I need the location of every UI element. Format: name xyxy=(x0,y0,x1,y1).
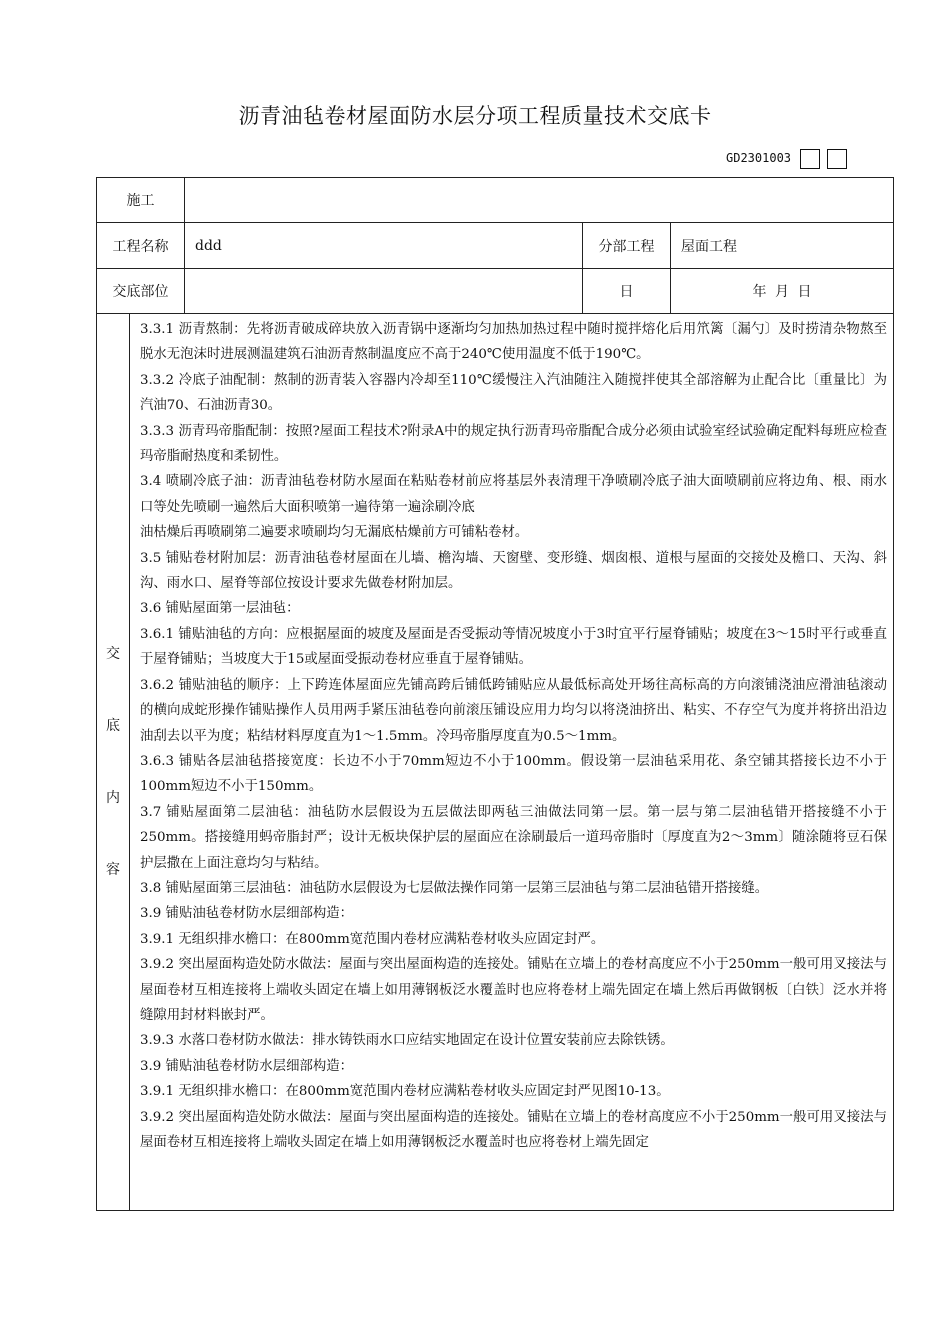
location-row xyxy=(97,269,894,314)
content-paragraph: 3.9.2 突出屋面构造处防水做法：屋面与突出屋面构造的连接处。铺贴在立墙上的卷材高度应不小于250mm一般可用叉接法与屋面卷材互相连接将上端收头固定在墙上如用薄钢板泛水覆盖时也应将卷材上端先固定在墙上然后再做钢板〔白铁〕泛水并将缝隙用封材料嵌封严。 xyxy=(140,957,887,1023)
content-paragraph: 3.9.1 无组织排水檐口：在800mm宽范围内卷材应满粘卷材收头应固定封严。 xyxy=(140,931,605,947)
side-char: 交 xyxy=(106,646,120,662)
code-checkbox-1[interactable] xyxy=(800,149,820,169)
disclosure-content xyxy=(130,314,894,1211)
date-value[interactable]: 年 月 日 xyxy=(671,269,894,314)
content-paragraph: 3.6.2 铺贴油毡的顺序：上下跨连体屋面应先铺高跨后铺低跨铺贴应从最低标高处开场往高标高的方向滚铺浇油应滑油毡滚动的横向成蛇形操作铺贴操作人员用两手紧压油毡卷向前滚压铺设应用力均匀以将浇油挤出、粘实、不存空气为度并将挤出沿边油刮去以平为度；粘结材料厚度直为1～1.5mm。冷玛帝脂厚度直为0.5～1mm。 xyxy=(140,677,887,744)
content-paragraph: 3.9.3 水落口卷材防水做法：排水铸铁雨水口应结实地固定在设计位置安装前应去除铁锈。 xyxy=(140,1033,674,1049)
content-paragraph: 3.9.1 无组织排水檐口：在800mm宽范围内卷材应满粘卷材收头应固定封严见图10-13。 xyxy=(140,1084,670,1100)
project-row xyxy=(97,223,894,269)
content-paragraph: 3.3.2 冷底子油配制：熬制的沥青装入容器内冷却至110℃缓慢注入汽油随注入随搅拌使其全部溶解为止配合比〔重量比〕为汽油70、石油沥青30。 xyxy=(140,372,887,414)
content-paragraph: 3.9.2 突出屋面构造处防水做法：屋面与突出屋面构造的连接处。铺贴在立墙上的卷材高度应不小于250mm一般可用叉接法与屋面卷材互相连接将上端收头固定在墙上如用薄钢板泛水覆盖时也应将卷材上端先固定 xyxy=(140,1109,887,1150)
content-paragraph: 3.5 铺贴卷材附加层：沥青油毡卷材屋面在儿墙、檐沟墙、天窗壁、变形缝、烟囱根、道根与屋面的交接处及檐口、天沟、斜沟、雨水口、屋脊等部位按设计要求先做卷材附加层。 xyxy=(140,550,887,592)
content-paragraph: 3.9 铺贴油毡卷材防水层细部构造： xyxy=(140,906,354,922)
disclosure-table xyxy=(96,177,894,314)
content-paragraph: 3.9 铺贴油毡卷材防水层细部构造： xyxy=(140,1058,354,1074)
content-paragraph: 3.3.3 沥青玛帝脂配制：按照?屋面工程技术?附录A中的规定执行沥青玛帝脂配合成分必须由试验室经试验确定配料每班应检查玛帝脂耐热度和柔韧性。 xyxy=(140,423,887,465)
construction-label: 施工 xyxy=(97,178,185,223)
project-name-value[interactable]: ddd xyxy=(185,223,583,269)
construction-value[interactable] xyxy=(185,178,894,223)
side-char: 内 xyxy=(106,790,120,806)
content-paragraph: 3.6.3 铺贴各层油毡搭接宽度：长边不小于70mm短边不小于100mm。假设第一层油毡采用花、条空铺其搭接长边不小于100mm短边不小于150mm。 xyxy=(140,753,887,795)
construction-row xyxy=(97,178,894,223)
content-paragraph: 3.6.1 铺贴油毡的方向：应根据屋面的坡度及屋面是否受振动等情况坡度小于3时宜平行屋脊铺贴；坡度在3～15时平行或垂直于屋脊铺贴；当坡度大于15或屋面受振动卷材应垂直于屋脊铺贴。 xyxy=(140,626,887,668)
location-label: 交底部位 xyxy=(97,269,185,314)
content-paragraph: 3.4 喷刷冷底子油：沥青油毡卷材防水屋面在粘贴卷材前应将基层外表清理干净喷刷冷底子油大面喷刷前应将边角、根、雨水口等处先喷刷一遍然后大面积喷第一遍待第一遍涂刷冷底 xyxy=(140,474,887,515)
side-char: 容 xyxy=(106,862,120,878)
side-label xyxy=(97,314,130,1211)
content-paragraph: 3.6 铺贴屋面第一层油毡： xyxy=(140,601,300,617)
content-paragraph: 3.8 铺贴屋面第三层油毡：油毡防水层假设为七层做法操作同第一层第三层油毡与第二层油毡错开搭接缝。 xyxy=(140,880,769,896)
content-paragraph: 3.7 铺贴屋面第二层油毡：油毡防水层假设为五层做法即两毡三油做法同第一层。第一层与第二层油毡错开搭接缝不小于250mm。搭接缝用蚂帝脂封严；设计无板块保护层的屋面应在涂刷最后一道玛帝脂时〔厚度直为2～3mm〕随涂随将豆石保护层撒在上面注意均匀与粘结。 xyxy=(140,804,887,871)
code-checkbox-2[interactable] xyxy=(827,149,847,169)
side-char: 底 xyxy=(106,718,120,734)
content-paragraph: 3.3.1 沥青熬制：先将沥青破成碎块放入沥青锅中逐渐均匀加热加热过程中随时搅拌熔化后用笊篱〔漏勺〕及时捞清杂物熬至脱水无泡沫时进展测温建筑石油沥青熬制温度应不高于240℃使用温度不低于190℃。 xyxy=(140,322,887,363)
sub-project-label: 分部工程 xyxy=(583,223,671,269)
content-paragraph: 油枯燥后再喷刷第二遍要求喷刷均匀无漏底枯燥前方可铺粘卷材。 xyxy=(140,525,529,541)
content-table xyxy=(96,313,894,1211)
sub-project-value[interactable]: 屋面工程 xyxy=(671,223,894,269)
document-code: GD2301003 xyxy=(726,151,792,165)
document-title: 沥青油毡卷材屋面防水层分项工程质量技术交底卡 xyxy=(238,104,712,128)
project-name-label: 工程名称 xyxy=(97,223,185,269)
date-label: 日 xyxy=(583,269,671,314)
location-value[interactable] xyxy=(185,269,583,314)
